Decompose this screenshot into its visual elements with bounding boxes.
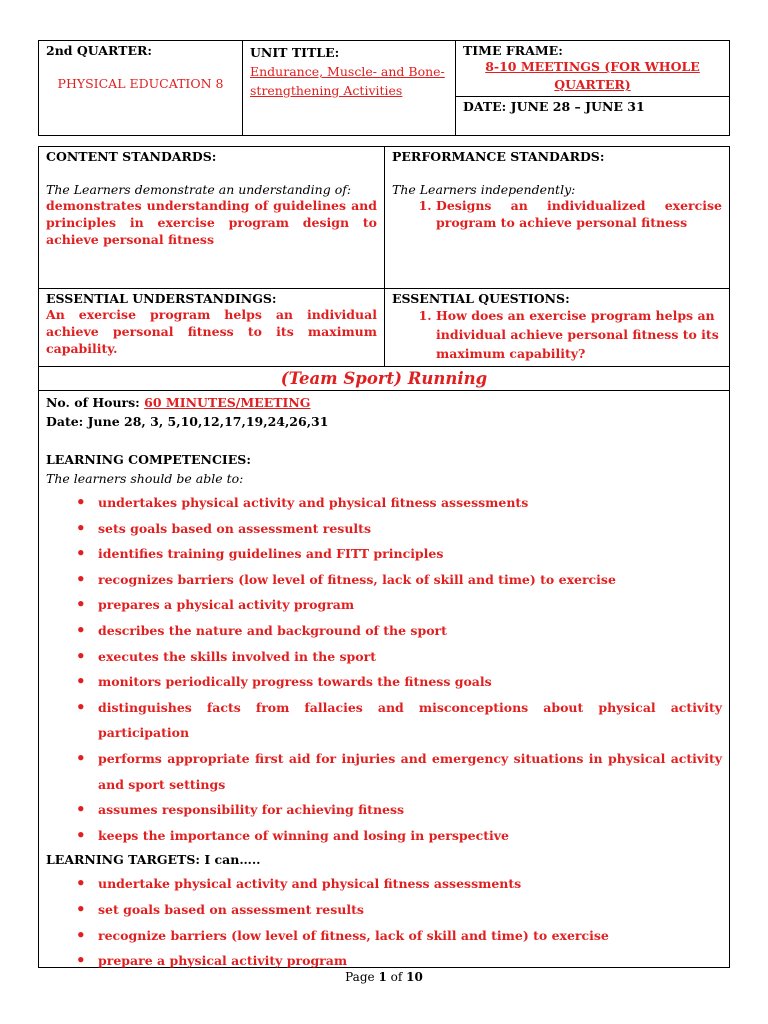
list-item: • performs appropriate first aid for injuries and emergency situations in physical activity and sport settings	[98, 746, 722, 797]
list-item: • keeps the importance of winning and losing in perspective	[98, 823, 722, 849]
list-item: • describes the nature and background of the sport	[98, 618, 722, 644]
page-total: 10	[406, 970, 423, 984]
standards-row	[39, 147, 729, 289]
list-item: • prepares a physical activity program	[98, 592, 722, 618]
page-footer	[0, 970, 768, 984]
list-item: • recognizes barriers (low level of fitness, lack of skill and time) to exercise	[98, 567, 722, 593]
essential-understandings-cell	[39, 289, 385, 366]
essential-question-item: 1. How does an exercise program helps an individual achieve personal fitness to its maximum capability?	[436, 306, 722, 363]
essential-questions-cell	[385, 289, 729, 366]
content-standards-label: CONTENT STANDARDS:	[46, 149, 217, 164]
hours-label: No. of Hours:	[46, 395, 140, 410]
unit-title-cell	[243, 41, 456, 135]
time-frame-cell	[456, 41, 729, 135]
understandings-row	[39, 289, 729, 367]
list-item: • monitors periodically progress towards the fitness goals	[98, 669, 722, 695]
targets-label: LEARNING TARGETS: I can…..	[46, 852, 261, 868]
list-item: • sets goals based on assessment results	[98, 516, 722, 542]
date-line	[456, 97, 729, 116]
list-item: • prepare a physical activity program	[98, 948, 722, 974]
time-frame: 8-10 MEETINGS (FOR WHOLE QUARTER)	[485, 59, 700, 92]
performance-standards-intro: The Learners independently:	[392, 182, 576, 197]
list-item: • set goals based on assessment results	[98, 897, 722, 923]
date-value: JUNE 28 – JUNE 31	[510, 99, 645, 114]
performance-standards-cell	[385, 147, 729, 288]
subject: PHYSICAL EDUCATION 8	[57, 76, 224, 91]
competencies-label: LEARNING COMPETENCIES:	[46, 452, 251, 467]
targets-list	[46, 871, 722, 973]
performance-standards-label: PERFORMANCE STANDARDS:	[392, 149, 605, 164]
list-item: • identifies training guidelines and FITT principles	[98, 541, 722, 567]
page-number: 1	[378, 970, 387, 984]
unit-title: Endurance, Muscle- and Bone-strengthening Activities	[250, 64, 445, 98]
essential-questions-list	[392, 306, 722, 363]
content-standards-text: demonstrates understanding of guidelines and principles in exercise program design to achieve personal fitness	[46, 198, 377, 247]
details-body	[39, 391, 729, 976]
time-frame-label: TIME FRAME:	[463, 43, 563, 58]
of-word: of	[390, 970, 403, 984]
list-item: • undertakes physical activity and physical fitness assessments	[98, 490, 722, 516]
hours-value: 60 MINUTES/MEETING	[144, 395, 311, 410]
quarter-cell	[39, 41, 243, 135]
essential-understandings-text: An exercise program helps an individual achieve personal fitness to its maximum capability.	[46, 307, 377, 356]
performance-standards-list	[392, 197, 722, 231]
main-table	[38, 146, 730, 968]
performance-standard-item: 1. Designs an individualized exercise program to achieve personal fitness	[436, 197, 722, 231]
list-item: • executes the skills involved in the sport	[98, 644, 722, 670]
hours-line	[46, 393, 722, 412]
header-table	[38, 40, 730, 136]
quarter-label: 2nd QUARTER:	[46, 43, 152, 58]
essential-questions-label: ESSENTIAL QUESTIONS:	[392, 291, 570, 306]
competencies-list	[46, 490, 722, 848]
list-item: • assumes responsibility for achieving fitness	[98, 797, 722, 823]
date-list: Date: June 28, 3, 5,10,12,17,19,24,26,31	[46, 414, 329, 429]
date-label: DATE:	[463, 99, 507, 114]
unit-title-label: UNIT TITLE:	[250, 45, 340, 60]
list-item: • recognize barriers (low level of fitness, lack of skill and time) to exercise	[98, 923, 722, 949]
essential-understandings-label: ESSENTIAL UNDERSTANDINGS:	[46, 291, 277, 306]
section-title: (Team Sport) Running	[280, 369, 488, 388]
list-item: • undertake physical activity and physical fitness assessments	[98, 871, 722, 897]
list-item: • distinguishes facts from fallacies and misconceptions about physical activity participation	[98, 695, 722, 746]
section-title-row	[39, 367, 729, 391]
content-standards-cell	[39, 147, 385, 288]
page-word: Page	[345, 970, 375, 984]
content-standards-intro: The Learners demonstrate an understanding of:	[46, 182, 352, 197]
competencies-intro: The learners should be able to:	[46, 471, 244, 486]
